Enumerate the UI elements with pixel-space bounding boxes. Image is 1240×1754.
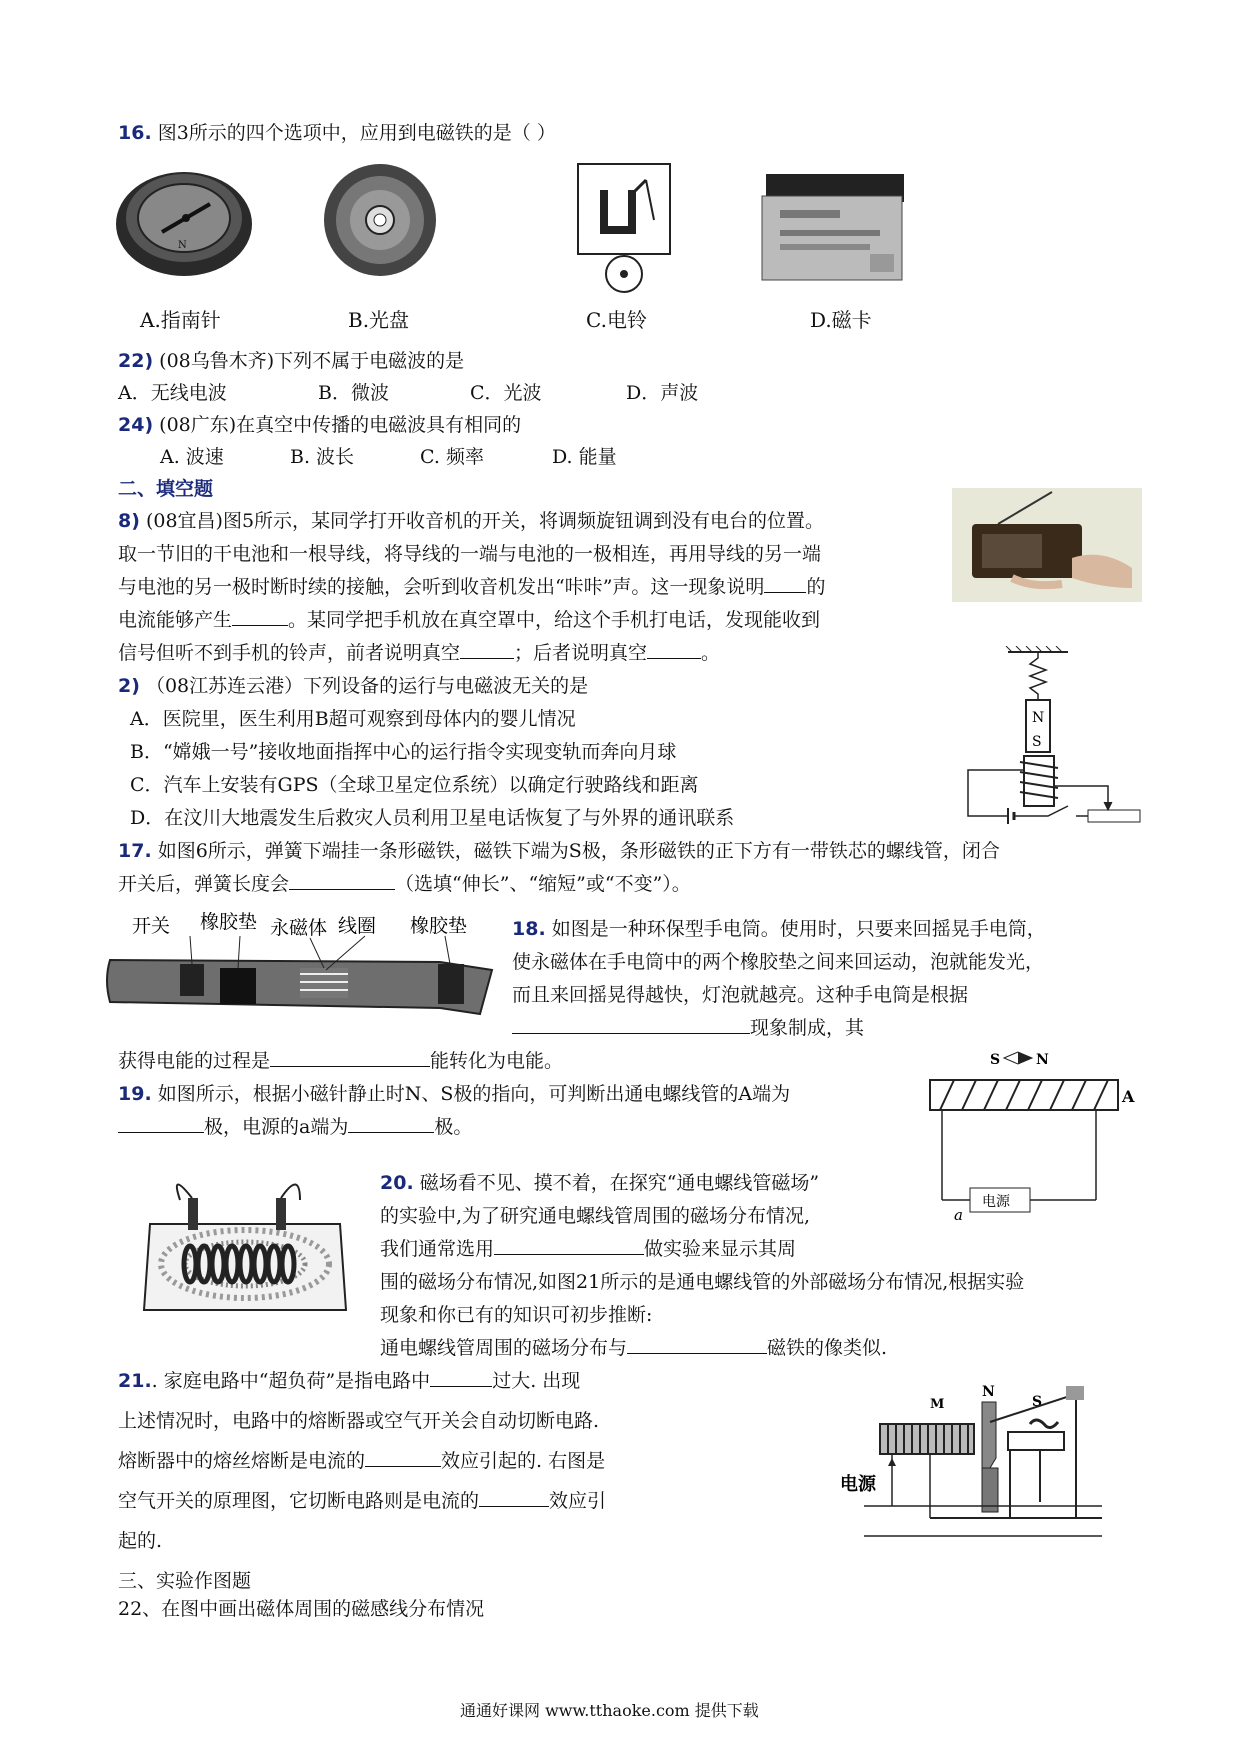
q21-blank-3[interactable]	[479, 1488, 549, 1507]
cd-image	[320, 162, 440, 280]
q19-line-2	[118, 1114, 472, 1140]
q8-blank-4[interactable]	[647, 640, 701, 659]
q18-line-3: 而且来回摇晃得越快，灯泡就越亮。这种手电筒是根据	[512, 984, 969, 1006]
q16-line	[118, 120, 556, 146]
q21-line-5: 起的.	[118, 1530, 163, 1552]
q18-blank-1[interactable]	[512, 1015, 750, 1034]
q19-blank-2[interactable]	[348, 1114, 434, 1133]
magnet-n-label: N	[1032, 710, 1045, 726]
radio-photo	[952, 488, 1142, 602]
q24-option-b: B. 波长	[290, 446, 355, 468]
q8-text-4b: 。某同学把手机放在真空罩中，给这个手机打电话，发现能收到	[288, 609, 821, 631]
q20-line-3	[380, 1236, 796, 1262]
q18-text-1: 如图是一种环保型手电筒。使用时，只要来回摇晃手电筒，	[551, 918, 1046, 940]
q20-line-5: 现象和你已有的知识可初步推断:	[380, 1304, 653, 1326]
q21-line-4	[118, 1488, 606, 1514]
q18-number: 18.	[512, 918, 546, 940]
q20-number: 20.	[380, 1172, 414, 1194]
q8-text-1: (08宜昌)图5所示，某同学打开收音机的开关，将调频旋钮调到没有电台的位置。	[145, 510, 825, 532]
air-switch-m-label: M	[930, 1397, 945, 1412]
q21-text-4b: 效应引	[549, 1490, 607, 1512]
q19-line-1	[118, 1081, 790, 1107]
q22a-line	[118, 348, 464, 374]
q8-line-4	[118, 607, 820, 633]
q20-text-6b: 磁铁的像类似.	[767, 1337, 888, 1359]
q18-line-4	[512, 1015, 864, 1041]
q21-text-1b: 过大. 出现	[492, 1370, 581, 1392]
section-fill-in-heading: 二、填空题	[118, 478, 214, 500]
q22a-option-d: D．声波	[626, 382, 699, 404]
caption-c: C.电铃	[586, 308, 647, 332]
q20-blank-1[interactable]	[494, 1236, 644, 1255]
q16-number: 16.	[118, 122, 152, 144]
q22a-option-c: C．光波	[470, 382, 542, 404]
q19-text-1: 如图所示，根据小磁针静止时N、S极的指向，可判断出通电螺线管的A端为	[157, 1083, 791, 1105]
q2-text: （08江苏连云港）下列设备的运行与电磁波无关的是	[145, 675, 589, 697]
power-source-label: 电源	[982, 1194, 1010, 1210]
compass-image	[112, 160, 257, 280]
air-switch-power-label: 电源	[840, 1474, 876, 1495]
needle-n-label: N	[1036, 1052, 1049, 1068]
q21-line-1	[118, 1368, 580, 1394]
air-switch-s-label: S	[1032, 1394, 1043, 1410]
q17-number: 17.	[118, 840, 152, 862]
air-switch-n-label: N	[982, 1384, 995, 1400]
q18-text-5a: 获得电能的过程是	[118, 1050, 271, 1072]
q19-blank-1[interactable]	[118, 1114, 204, 1133]
q2-option-d: D．在汶川大地震发生后救灾人员利用卫星电话恢复了与外界的通讯联系	[130, 807, 735, 829]
q21-blank-1[interactable]	[430, 1368, 492, 1387]
q20-line-6	[380, 1335, 887, 1361]
iron-filings-photo	[140, 1170, 350, 1320]
q20-line-1	[380, 1170, 819, 1196]
q17-text-2a: 开关后，弹簧长度会	[118, 873, 290, 895]
caption-d: D.磁卡	[810, 308, 872, 332]
air-switch-diagram	[840, 1378, 1120, 1548]
q8-blank-1[interactable]	[764, 574, 806, 593]
q18-line-5	[118, 1048, 563, 1074]
q24-option-c: C. 频率	[420, 446, 484, 468]
q17-text-2b: （选填“伸长”、“缩短”或“不变”）。	[395, 873, 691, 895]
q22b-text: 22、在图中画出磁体周围的磁感线分布情况	[118, 1598, 485, 1620]
caption-b: B.光盘	[348, 308, 410, 332]
caption-a: A.指南针	[140, 308, 221, 332]
q21-text-1a: . 家庭电路中“超负荷”是指电路中	[151, 1370, 431, 1392]
q8-text-5c: 。	[701, 642, 721, 664]
solenoid-a-end-label: A	[1122, 1087, 1135, 1106]
q2-line	[118, 673, 588, 699]
q20-text-3b: 做实验来显示其周	[644, 1238, 797, 1260]
q20-text-3a: 我们通常选用	[380, 1238, 495, 1260]
q8-text-4a: 电流能够产生	[118, 609, 233, 631]
q21-number: 21.	[118, 1370, 152, 1392]
q20-line-2: 的实验中,为了研究通电螺线管周围的磁场分布情况,	[380, 1205, 811, 1227]
q2-option-c: C．汽车上安装有GPS（全球卫星定位系统）以确定行驶路线和距离	[130, 774, 699, 796]
page-footer: 通通好课网 www.tthaoke.com 提供下载	[460, 1701, 759, 1720]
q2-option-a: A．医院里，医生利用B超可观察到母体内的婴儿情况	[130, 708, 576, 730]
q22a-option-b: B．微波	[318, 382, 389, 404]
solenoid-circuit-diagram	[920, 1046, 1140, 1226]
magnet-s-label: S	[1032, 734, 1042, 750]
label-permanent-magnet: 永磁体	[270, 917, 328, 939]
q8-line-1	[118, 508, 824, 534]
q8-line-2: 取一节旧的干电池和一根导线，将导线的一端与电池的一极相连，再用导线的另一端	[118, 543, 822, 565]
power-a-label: a	[954, 1206, 963, 1224]
magnetic-card-image	[760, 170, 910, 288]
flashlight-diagram	[100, 910, 500, 1030]
q17-text-1: 如图6所示，弹簧下端挂一条形磁铁，磁铁下端为S极，条形磁铁的正下方有一带铁芯的螺线管，闭合	[157, 840, 1000, 862]
q21-line-2: 上述情况时，电路中的熔断器或空气开关会自动切断电路.	[118, 1410, 600, 1432]
q8-text-5b: ；后者说明真空	[514, 642, 648, 664]
section-experiment-heading: 三、实验作图题	[118, 1570, 252, 1592]
q18-text-5b: 能转化为电能。	[430, 1050, 564, 1072]
q21-text-3a: 熔断器中的熔丝熔断是电流的	[118, 1450, 366, 1472]
q8-number: 8)	[118, 510, 140, 532]
q2-option-b: B．“嫦娥一号”接收地面指挥中心的运行指令实现变轨而奔向月球	[130, 741, 677, 763]
q18-line-1	[512, 916, 1046, 942]
q20-text-1: 磁场看不见、摸不着，在探究“通电螺线管磁场”	[419, 1172, 820, 1194]
q19-number: 19.	[118, 1083, 152, 1105]
q18-blank-2[interactable]	[270, 1048, 430, 1067]
q21-text-4a: 空气开关的原理图，它切断电路则是电流的	[118, 1490, 480, 1512]
q8-blank-2[interactable]	[232, 607, 288, 626]
q8-text-3: 与电池的另一极时断时续的接触，会听到收音机发出“咔咔”声。这一现象说明	[118, 576, 765, 598]
q16-text: 图3所示的四个选项中，应用到电磁铁的是（ ）	[157, 122, 556, 144]
q21-text-3b: 效应引起的. 右图是	[441, 1450, 606, 1472]
electric-bell-image	[574, 160, 674, 296]
q17-blank[interactable]	[289, 871, 395, 890]
needle-s-label: S	[990, 1052, 1001, 1068]
label-rubber-pad-2: 橡胶垫	[410, 915, 468, 937]
q19-text-2b: 极。	[434, 1116, 473, 1138]
q21-line-3	[118, 1448, 605, 1474]
label-coil: 线圈	[338, 915, 377, 937]
q22a-text: (08乌鲁木齐)下列不属于电磁波的是	[159, 350, 465, 372]
q22a-number: 22)	[118, 350, 154, 372]
q8-text-3b: 的	[806, 576, 826, 598]
q17-line-2	[118, 871, 691, 897]
svg-text:N: N	[178, 240, 187, 251]
q8-blank-3[interactable]	[460, 640, 514, 659]
label-rubber-pad-1: 橡胶垫	[200, 911, 258, 933]
q20-blank-2[interactable]	[627, 1335, 767, 1354]
q18-text-4: 现象制成，其	[750, 1017, 865, 1039]
q24-option-d: D. 能量	[552, 446, 617, 468]
q8-line-3	[118, 574, 825, 600]
q21-blank-2[interactable]	[365, 1448, 441, 1467]
q19-text-2a: 极，电源的a端为	[204, 1116, 349, 1138]
label-switch: 开关	[132, 915, 171, 937]
spring-solenoid-diagram	[958, 646, 1148, 826]
q17-line-1	[118, 838, 1000, 864]
q2-number: 2)	[118, 675, 140, 697]
q24-text: (08广东)在真空中传播的电磁波具有相同的	[159, 414, 522, 436]
q24-option-a: A. 波速	[160, 446, 224, 468]
q22a-option-a: A．无线电波	[118, 382, 227, 404]
q8-text-5a: 信号但听不到手机的铃声，前者说明真空	[118, 642, 461, 664]
q18-line-2: 使永磁体在手电筒中的两个橡胶垫之间来回运动，泡就能发光，	[512, 951, 1045, 973]
q24-line	[118, 412, 521, 438]
q8-line-5	[118, 640, 720, 666]
q20-line-4: 围的磁场分布情况,如图21所示的是通电螺线管的外部磁场分布情况,根据实验	[380, 1271, 1025, 1293]
q24-number: 24)	[118, 414, 154, 436]
q20-text-6a: 通电螺线管周围的磁场分布与	[380, 1337, 628, 1359]
